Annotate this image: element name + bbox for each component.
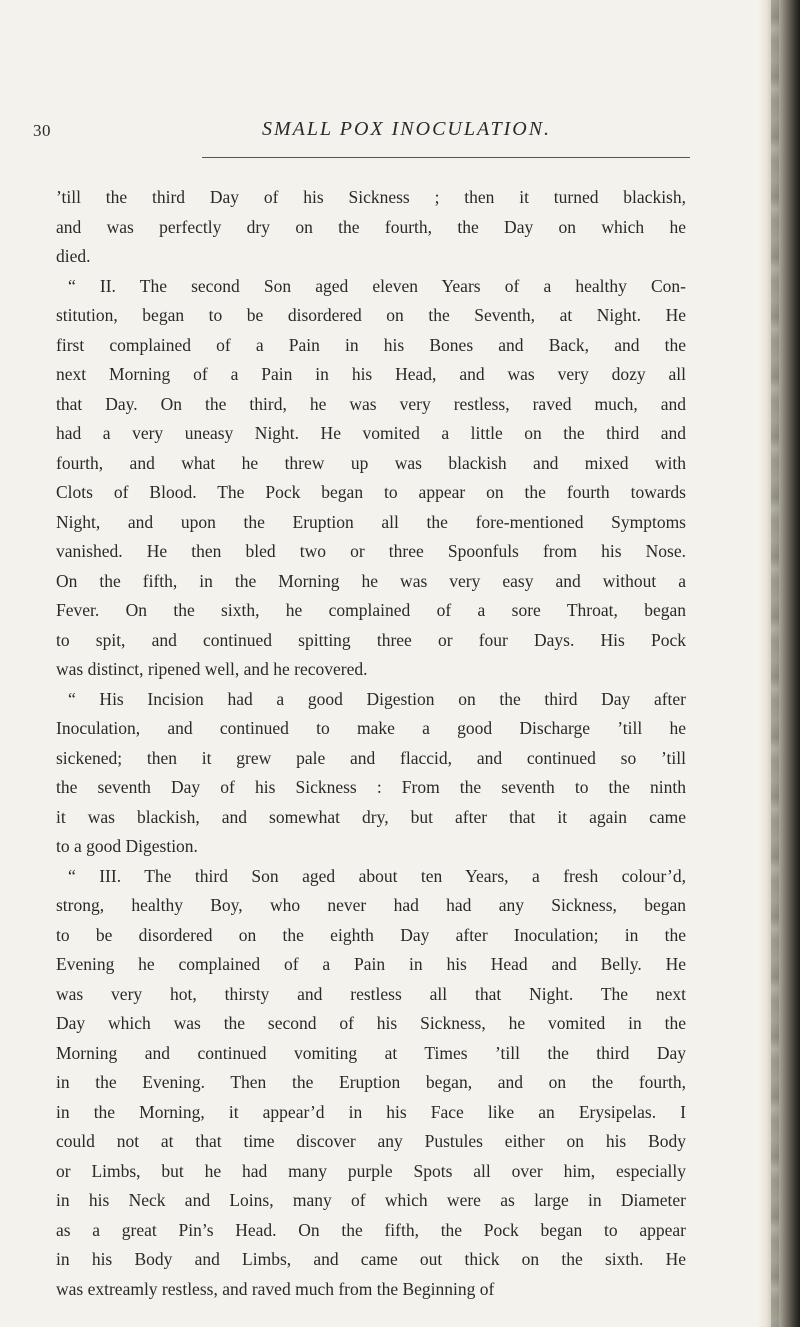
text-line: Fever. On the sixth, he complained of a sore Throat, began	[56, 600, 686, 620]
text-line: in his Body and Limbs, and came out thick on the sixth. He	[56, 1249, 686, 1269]
text-line: stitution, began to be disordered on the Seventh, at Night. He	[56, 305, 686, 325]
text-line: Clots of Blood. The Pock began to appear on the fourth towards	[56, 482, 686, 502]
text-line: strong, healthy Boy, who never had had any Sickness, began	[56, 895, 686, 915]
text-line: Night, and upon the Eruption all the fore-mentioned Symptoms	[56, 511, 686, 532]
text-line: Inoculation, and continued to make a good Discharge ’till he	[56, 718, 686, 738]
text-line: was extreamly restless, and raved much from the Beginning of	[56, 1278, 495, 1299]
text-line: in his Neck and Loins, many of which were as large in Diameter	[56, 1190, 686, 1210]
text-line: Evening he complained of a Pain in his Head and Belly. He	[56, 954, 686, 974]
text-line: fourth, and what he threw up was blackish and mixed with	[56, 452, 686, 473]
text-line: died.	[56, 246, 91, 266]
text-line: in the Morning, it appear’d in his Face like an Erysipelas. I	[56, 1101, 686, 1122]
text-line: “ III. The third Son aged about ten Years, a fresh colour’d,	[68, 865, 686, 886]
text-line: “ II. The second Son aged eleven Years of a healthy Con-	[68, 275, 686, 296]
header-rule	[202, 157, 690, 158]
text-line: Morning and continued vomiting at Times ’till the third Day	[56, 1042, 686, 1063]
text-line: Day which was the second of his Sickness, he vomited in the	[56, 1013, 686, 1033]
text-line: could not at that time discover any Pustules either on his Body	[56, 1131, 686, 1151]
text-line: first complained of a Pain in his Bones and Back, and the	[56, 334, 686, 355]
text-line: had a very uneasy Night. He vomited a little on the third and	[56, 423, 686, 443]
text-line: was very hot, thirsty and restless all that Night. The next	[56, 983, 686, 1004]
page-edge-texture	[771, 0, 779, 1327]
text-line: to a good Digestion.	[56, 836, 198, 856]
running-head-title: SMALL POX INOCULATION.	[262, 118, 552, 140]
page-number: 30	[33, 121, 51, 140]
text-line: vanished. He then bled two or three Spoonfuls from his Nose.	[56, 541, 686, 561]
body-text	[56, 183, 686, 1304]
text-line: the seventh Day of his Sickness : From the seventh to the ninth	[56, 777, 686, 797]
page-edge-shadow	[758, 0, 800, 1327]
text-line: sickened; then it grew pale and flaccid, and continued so ’till	[56, 747, 686, 768]
text-line: that Day. On the third, he was very restless, raved much, and	[56, 393, 686, 414]
text-line: it was blackish, and somewhat dry, but after that it again came	[56, 806, 686, 827]
text-line: to be disordered on the eighth Day after Inoculation; in the	[56, 924, 686, 945]
text-line: as a great Pin’s Head. On the fifth, the Pock began to appear	[56, 1219, 686, 1240]
text-line: to spit, and continued spitting three or four Days. His Pock	[56, 629, 686, 650]
text-line: “ His Incision had a good Digestion on the third Day after	[68, 688, 686, 709]
text-line: in the Evening. Then the Eruption began, and on the fourth,	[56, 1072, 686, 1092]
text-line: ’till the third Day of his Sickness ; then it turned blackish,	[56, 187, 686, 207]
text-line: and was perfectly dry on the fourth, the Day on which he	[56, 216, 686, 237]
text-line: next Morning of a Pain in his Head, and was very dozy all	[56, 364, 686, 384]
text-line: was distinct, ripened well, and he recovered.	[56, 659, 368, 679]
text-line: On the fifth, in the Morning he was very easy and without a	[56, 570, 686, 591]
text-line: or Limbs, but he had many purple Spots all over him, especially	[56, 1160, 686, 1181]
